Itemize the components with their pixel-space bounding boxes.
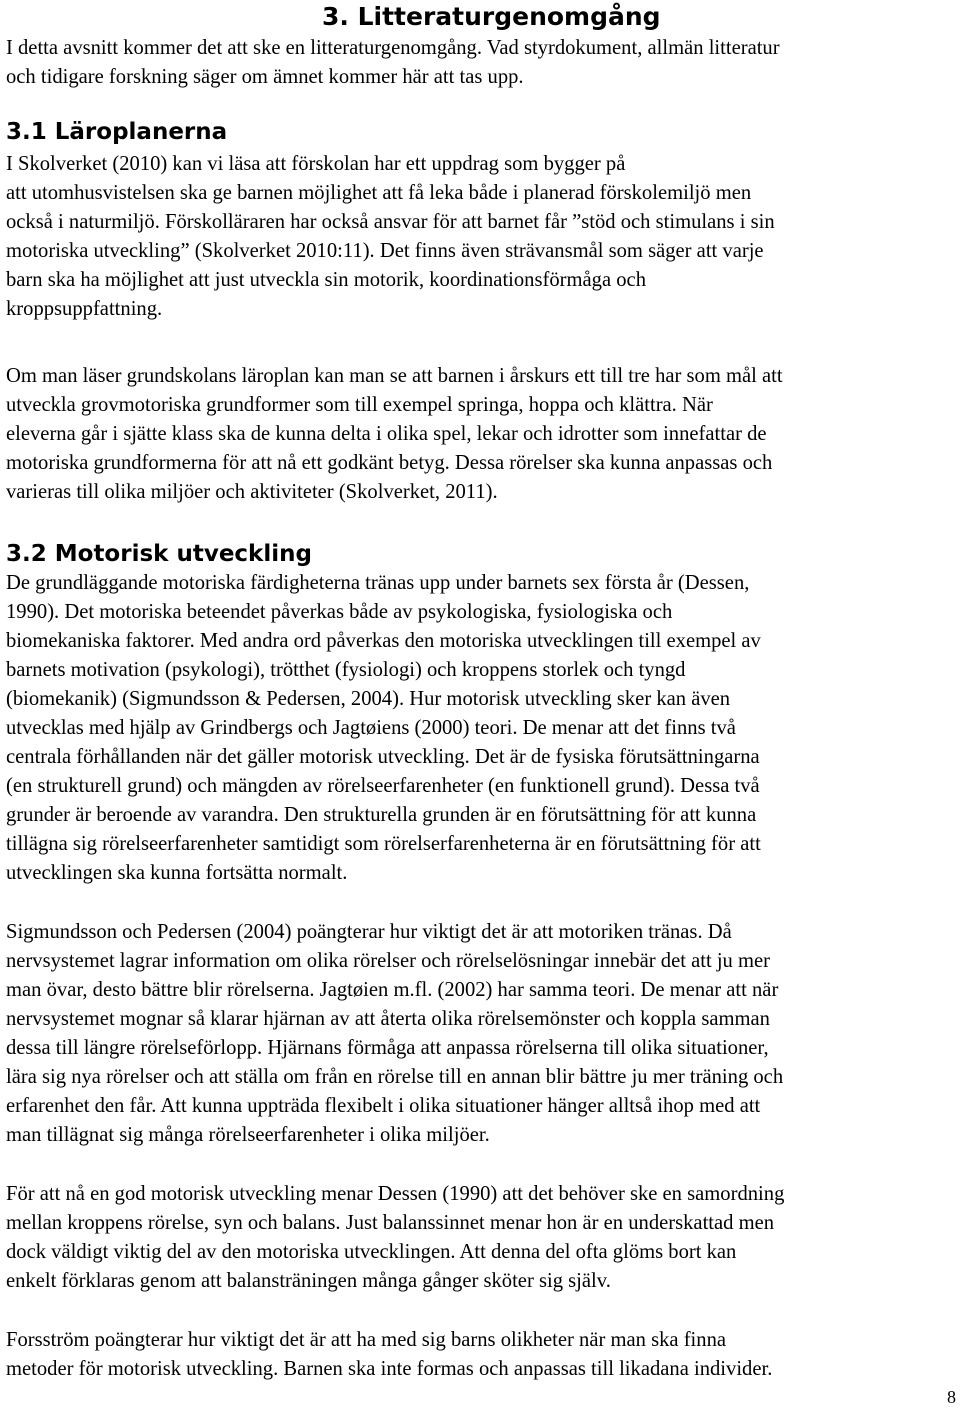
text-line: utvecklingen ska kunna fortsätta normalt. — [6, 862, 348, 884]
text-line: varieras till olika miljöer och aktiviteter (Skolverket, 2011). — [6, 481, 498, 503]
text-line: Om man läser grundskolans läroplan kan man se att barnen i årskurs ett till tre har som mål att — [6, 365, 783, 387]
subsection-title-3-2: 3.2 Motorisk utveckling — [6, 541, 312, 567]
paragraph-3-1-2 — [6, 362, 960, 507]
page-number: 8 — [947, 1387, 956, 1407]
text-line: enkelt förklaras genom att balansträningen många gånger sköter sig själv. — [6, 1270, 611, 1292]
text-line: nervsystemet mognar så klarar hjärnan av att återta olika rörelsemönster och koppla samman — [6, 1008, 770, 1030]
paragraph-3-2-2 — [6, 918, 960, 1150]
text-line: 1990). Det motoriska beteendet påverkas både av psykologiska, fysiologiska och — [6, 601, 673, 623]
text-line: kroppsuppfattning. — [6, 298, 163, 320]
text-line: och tidigare forskning säger om ämnet kommer här att tas upp. — [6, 66, 524, 88]
text-line: mellan kroppens rörelse, syn och balans. Just balanssinnet menar hon är en underskattad men — [6, 1212, 775, 1234]
text-line: I Skolverket (2010) kan vi läsa att förskolan har ett uppdrag som bygger på — [6, 153, 626, 175]
text-line: Forsström poängterar hur viktigt det är att ha med sig barns olikheter när man ska finna — [6, 1329, 727, 1351]
text-line: dessa till längre rörelseförlopp. Hjärnans förmåga att anpassa rörelserna till olika situationer, — [6, 1037, 769, 1059]
text-line: De grundläggande motoriska färdigheterna tränas upp under barnets sex första år (Dessen, — [6, 572, 750, 594]
text-line: man tillägnat sig många rörelseerfarenheter i olika miljöer. — [6, 1124, 490, 1146]
text-line: lära sig nya rörelser och att ställa om från en rörelse till en annan blir bättre ju mer träning och — [6, 1066, 784, 1088]
text-line: (en strukturell grund) och mängden av rörelseerfarenheter (en funktionell grund). Dessa två — [6, 775, 760, 797]
text-line: också i naturmiljö. Förskolläraren har också ansvar för att barnet får ”stöd och stimulans i sin — [6, 211, 775, 233]
intro-paragraph — [6, 34, 960, 92]
text-line: dock väldigt viktig del av den motoriska utvecklingen. Att denna del ofta glöms bort kan — [6, 1241, 737, 1263]
text-line: För att nå en god motorisk utveckling menar Dessen (1990) att det behöver ske en samordning — [6, 1183, 785, 1205]
text-line: utveckla grovmotoriska grundformer som till exempel springa, hoppa och klättra. När — [6, 394, 713, 416]
paragraph-3-1-1 — [6, 150, 960, 324]
text-line: motoriska grundformerna för att nå ett godkänt betyg. Dessa rörelser ska kunna anpassas och — [6, 452, 773, 474]
paragraph-3-2-3 — [6, 1180, 960, 1296]
paragraph-3-2-4 — [6, 1326, 960, 1384]
text-line: I detta avsnitt kommer det att ske en litteraturgenomgång. Vad styrdokument, allmän litteratur — [6, 37, 780, 59]
text-line: nervsystemet lagrar information om olika rörelser och rörelselösningar innebär det att ju mer — [6, 950, 770, 972]
text-line: att utomhusvistelsen ska ge barnen möjlighet att få leka både i planerad förskolemiljö men — [6, 182, 752, 204]
text-line: centrala förhållanden när det gäller motorisk utveckling. Det är de fysiska förutsättningarna — [6, 746, 760, 768]
text-line: grunder är beroende av varandra. Den strukturella grunden är en förutsättning för att kunna — [6, 804, 757, 826]
text-line: biomekaniska faktorer. Med andra ord påverkas den motoriska utvecklingen till exempel av — [6, 630, 761, 652]
text-line: erfarenhet den får. Att kunna uppträda flexibelt i olika situationer hänger alltså ihop med att — [6, 1095, 761, 1117]
text-line: barn ska ha möjlighet att just utveckla sin motorik, koordinationsförmåga och — [6, 269, 646, 291]
text-line: man övar, desto bättre blir rörelserna. Jagtøien m.fl. (2002) har samma teori. De menar att när — [6, 979, 779, 1001]
text-line: metoder för motorisk utveckling. Barnen ska inte formas och anpassas till likadana individer. — [6, 1358, 773, 1380]
text-line: tillägna sig rörelseerfarenheter samtidigt som rörelserfarenheterna är en förutsättning för att — [6, 833, 761, 855]
text-line: utvecklas med hjälp av Grindbergs och Jagtøiens (2000) teori. De menar att det finns två — [6, 717, 736, 739]
subsection-title-3-1: 3.1 Läroplanerna — [6, 119, 228, 145]
text-line: motoriska utveckling” (Skolverket 2010:11). Det finns även strävansmål som säger att varje — [6, 240, 764, 262]
paragraph-3-2-1 — [6, 569, 960, 888]
section-title: 3. Litteraturgenomgång — [322, 2, 661, 31]
text-line: (biomekanik) (Sigmundsson & Pedersen, 2004). Hur motorisk utveckling sker kan även — [6, 688, 731, 710]
text-line: barnets motivation (psykologi), trötthet (fysiologi) och kroppens storlek och tyngd — [6, 659, 686, 681]
text-line: eleverna går i sjätte klass ska de kunna delta i olika spel, lekar och idrotter som innefattar de — [6, 423, 767, 445]
text-line: Sigmundsson och Pedersen (2004) poängterar hur viktigt det är att motoriken tränas. Då — [6, 921, 732, 943]
